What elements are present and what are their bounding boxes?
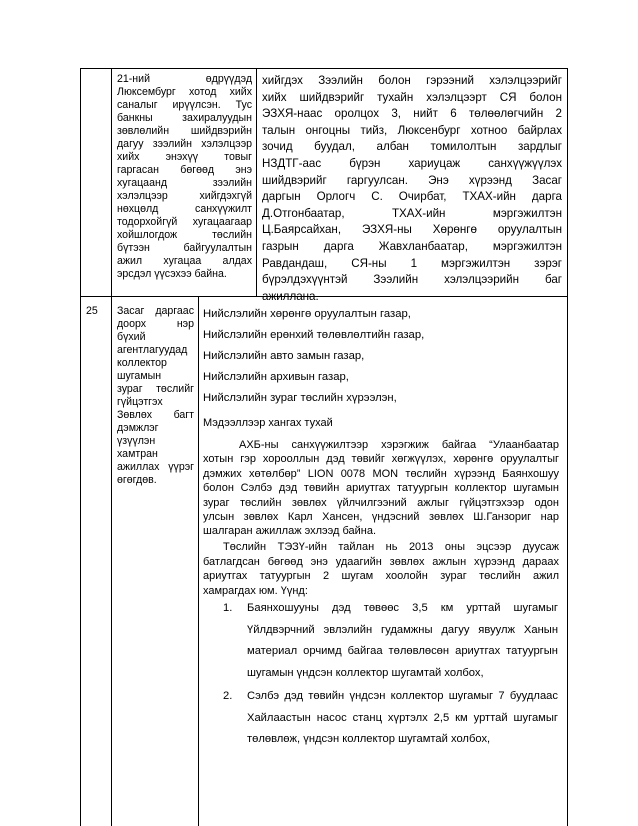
text-line: Баянхошууны дэд төвөөс 3,5 км урттай шугамыг [247, 602, 558, 614]
text-line: хойшлогдож төслийн [117, 229, 252, 241]
row1-col2-text [117, 73, 252, 281]
text-line: саналыг ирүүлсэн. Тус [117, 99, 252, 111]
text-line: коллектор [117, 357, 167, 369]
text-line: бүхий [117, 331, 146, 343]
text-line: хамрагдах юм. Үүнд: [203, 584, 308, 597]
text-line: Төслийн ТЭЗҮ-ийн тайлан нь 2013 оны эцсээр дуусаж [223, 541, 559, 553]
text-line: гүйцэтгэх [117, 396, 163, 408]
text-line: ариутгах татуургын 2 шугам хоолойн зураг төслийн ажил [203, 570, 559, 583]
list-number: 2. [223, 690, 233, 702]
text-line: хамтран [117, 448, 158, 460]
organization-item: Нийслэлийн ерөнхий төлөвлөлтийн газар, [203, 329, 425, 341]
text-line: хотын гэр хорооллын дэд төвийг хөгжүүлэх, хөрөнгө оруулалтыг [203, 453, 559, 466]
text-line: Люксембург хотод хийх [117, 86, 252, 98]
text-line: хийгдэх Зээлийн болон гэрээний хэлэлцээрийг [262, 74, 562, 87]
text-line: 21-ний өдрүүдэд [117, 73, 252, 85]
table-col-divider-2-row2 [198, 296, 199, 826]
list-text [247, 598, 558, 684]
table-border-right [567, 68, 568, 826]
text-line: шалгаран ажиллаж эхлээд байна. [203, 525, 377, 538]
row1-col3-text [262, 73, 562, 305]
text-line: улсын зөвлөх Карл Хансен, үндэсний зөвлөх Ш.Ганзориг нар [203, 511, 559, 524]
text-line: банкны захиралуудын [117, 112, 252, 124]
text-line: тодорхойгүй хугацаагаар [117, 216, 252, 228]
row2-col2-text [117, 305, 194, 487]
row2-col3-content [203, 304, 559, 746]
text-line: Зөвлөх багт [117, 409, 194, 421]
text-line: НЗДТГ-аас бүрэн хариуцаж санхүүжүүлэх [262, 156, 562, 170]
text-line: Ц.Баярсайхан, ЭЗХЯ-ны Хөрөнгө оруулалтын [262, 223, 562, 237]
text-line: зураг төслийн зөвлөх үйлчилгээний ажлыг гүйцэтгэхээр одон [203, 496, 559, 509]
text-line: хэлэлцээр хийгдэхгүй [117, 190, 252, 202]
text-line: бүрэлдэхүүнтэй Зээлийн хэлэлцээрийн баг [262, 273, 562, 287]
text-line: дагуу зээлийн хэлэлцээр [117, 138, 252, 150]
text-line: шийдвэрийг гаргуулсан. Энэ хүрээнд Засаг [262, 173, 562, 187]
text-line: доорх нэр [117, 318, 194, 330]
text-line: үзүүлэн [117, 435, 156, 447]
text-line: төлөвлөж, үндсэн коллектор шугамтай холбох, [247, 733, 491, 746]
text-line: Равдандаш, СЯ-ны 1 мэргэжилтэн зэрэг [262, 256, 562, 270]
row-number: 25 [86, 305, 98, 317]
text-line: газрын дарга Жавхланбаатар, мэргэжилтэн [262, 239, 562, 253]
text-line: шугамын үндсэн коллектор шугамтай холбох, [247, 666, 484, 679]
text-line: бүтээн байгуулалтын [117, 242, 252, 254]
info-title: Мэдээллээр хангах тухай [203, 417, 333, 429]
text-line: зочид буудал, албан томилолтын зардлыг [262, 140, 562, 154]
table-border-top [80, 68, 568, 69]
text-line: батлагдсан бөгөөд энэ удаагийн зөвлөх ажлын хүрээнд дараах [203, 555, 559, 568]
text-line: зөвлөлийн шийдвэрийн [117, 125, 252, 137]
info-paragraph-1 [203, 438, 559, 539]
table-col-divider-1 [111, 68, 112, 826]
text-line: ажил хугацаа алдах [117, 255, 252, 267]
text-line: гаргасан бөгөөд энэ [117, 164, 252, 176]
text-line: хийх шийдвэрийг тухайн хэлэлцээрт СЯ болон [262, 90, 562, 104]
text-line: Сэлбэ дэд төвийн үндсэн коллектор шугамыг 7 буудлаас [247, 690, 558, 702]
list-number: 1. [223, 602, 233, 614]
text-line: ажиллах үүрэг [117, 461, 194, 473]
text-line: хугацаанд зээлийн [117, 177, 252, 189]
text-line: шугамын [117, 370, 162, 382]
organization-item: Нийслэлийн авто замын газар, [203, 350, 365, 362]
organization-item: Нийслэлийн зураг төслийн хүрээлэн, [203, 392, 397, 404]
text-line: дэмжлэг [117, 422, 159, 434]
text-line: Засаг даргаас [117, 305, 194, 317]
text-line: болон Сэлбэ дэд төвийн ариутгах татуургын коллектор шугамын [203, 482, 559, 495]
text-line: даргын Орлогч С. Очирбат, ТХАХ-ийн дарга [262, 190, 562, 204]
text-line: өгөгдөв. [117, 474, 157, 486]
text-line: хийх энэхүү товыг [117, 151, 252, 163]
info-paragraph-2 [203, 540, 559, 598]
text-line: эрсдэл үүсэхээ байна. [117, 268, 227, 280]
table-border-left [80, 68, 81, 826]
text-line: Д.Отгонбаатар, ТХАХ-ийн мэргэжилтэн [262, 206, 562, 220]
organization-item: Нийслэлийн архивын газар, [203, 371, 349, 383]
organization-item: Нийслэлийн хөрөнгө оруулалтын газар, [203, 308, 411, 320]
list-text [247, 686, 558, 751]
text-line: АХБ-ны санхүүжилтээр хэрэгжиж байгаа “Улаанбаатар [239, 439, 559, 451]
text-line: нөхцөлд санхүүжилт [117, 203, 252, 215]
table-col-divider-2-row1 [256, 68, 257, 296]
text-line: ЭЗХЯ-наас оролцох 3, нийт 6 төлөөлөгчийн 2 [262, 107, 562, 121]
text-line: дэмжих хөтөлбөр” LION 0078 MON төслийн хүрээнд Баянхошуу [203, 467, 559, 480]
text-line: зураг төслийг [117, 383, 194, 395]
text-line: Үйлдвэрчний эвлэлийн гудамжны дагуу явуулж Ханын [247, 623, 558, 636]
text-line: Хайлаастын насос станц хүртэлх 2,5 км урттай шугамыг [247, 711, 558, 724]
text-line: материал орчимд байгаа төлөвлөсөн ариутгах татуургын [247, 645, 558, 658]
text-line: талын онгоцны тийз, Люксенбург хотноо байрлах [262, 123, 562, 137]
text-line: агентлагуудад [117, 344, 188, 356]
text-line: ажиллана. [262, 289, 319, 303]
